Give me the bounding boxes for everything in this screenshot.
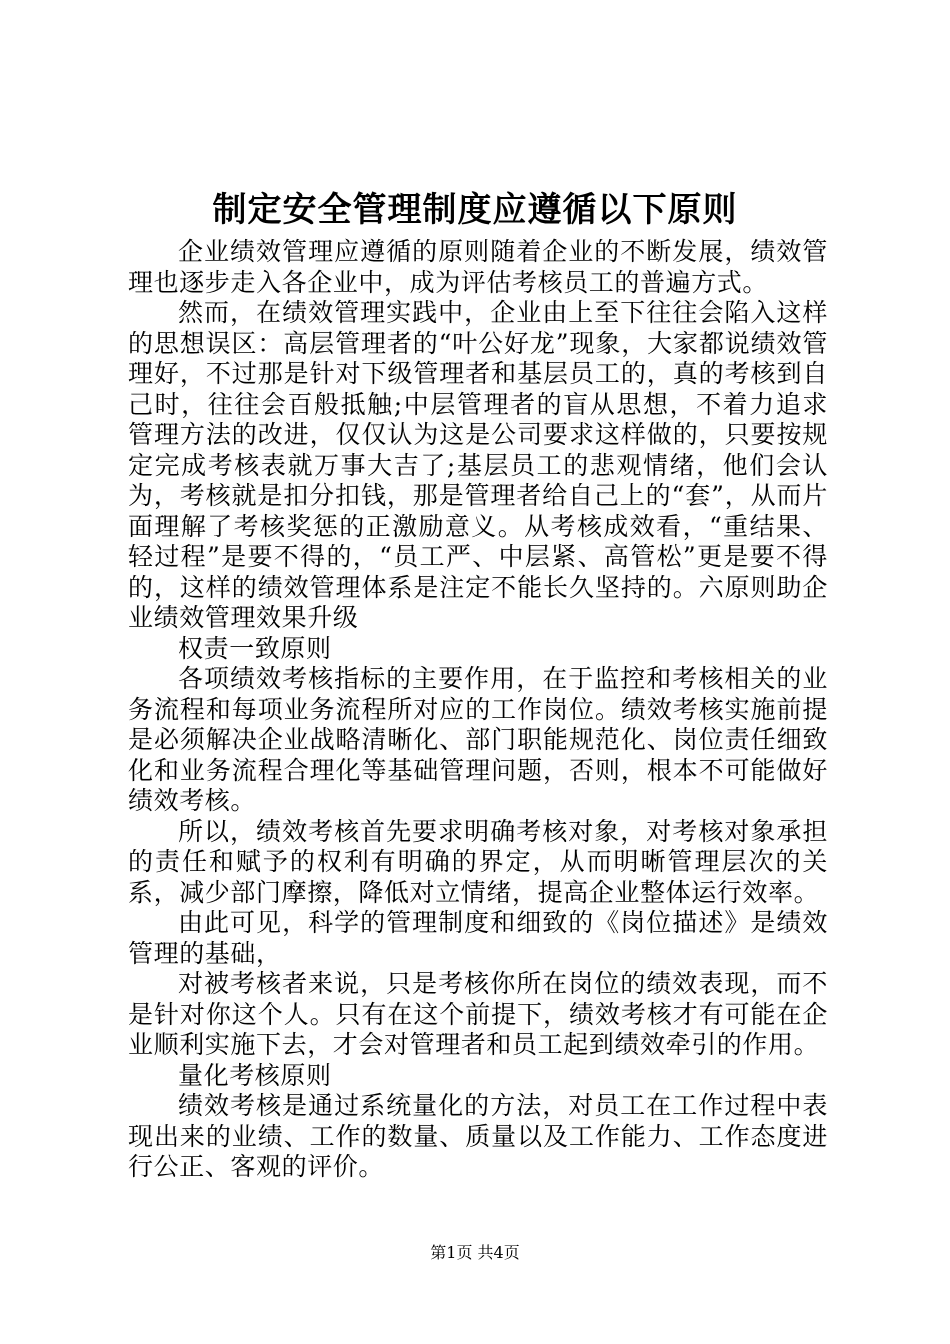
section-heading: 权责一致原则 <box>178 633 332 663</box>
paragraph: 所以，绩效考核首先要求明确考核对象，对考核对象承担的责任和赋予的权利有明确的界定，从而明晰管理层次的关系，减少部门摩擦，降低对立情绪，提高企业整体运行效率。 <box>128 816 828 907</box>
document-title: 制定安全管理制度应遵循以下原则 <box>212 190 738 230</box>
section-heading: 量化考核原则 <box>178 1060 332 1090</box>
page-footer: 第1页 共4页 <box>430 1243 520 1262</box>
document-body <box>128 237 828 1183</box>
paragraph: 由此可见，科学的管理制度和细致的《岗位描述》是绩效管理的基础， <box>128 908 828 968</box>
paragraph: 然而，在绩效管理实践中，企业由上至下往往会陷入这样的思想误区：高层管理者的“叶公好龙”现象，大家都说绩效管理好，不过那是针对下级管理者和基层员工的，真的考核到自己时，往往会百般抵触;中层管理者的盲从思想，不着力追求管理方法的改进，仅仅认为这是公司要求这样做的，只要按规定完成考核表就万事大吉了;基层员工的悲观情绪，他们会认为，考核就是扣分扣钱，那是管理者给自己上的“套”，从而片面理解了考核奖惩的正激励意义。从考核成效看，“重结果、轻过程”是要不得的，“员工严、中层紧、高管松”更是要不得的，这样的绩效管理体系是注定不能长久坚持的。六原则助企业绩效管理效果升级 <box>128 298 828 632</box>
paragraph: 企业绩效管理应遵循的原则随着企业的不断发展，绩效管理也逐步走入各企业中，成为评估考核员工的普遍方式。 <box>128 237 828 297</box>
paragraph: 对被考核者来说，只是考核你所在岗位的绩效表现，而不是针对你这个人。只有在这个前提下，绩效考核才有可能在企业顺利实施下去，才会对管理者和员工起到绩效牵引的作用。 <box>128 969 828 1059</box>
paragraph: 各项绩效考核指标的主要作用，在于监控和考核相关的业务流程和每项业务流程所对应的工作岗位。绩效考核实施前提是必须解决企业战略清晰化、部门职能规范化、岗位责任细致化和业务流程合理化等基础管理问题，否则，根本不可能做好绩效考核。 <box>128 664 828 815</box>
paragraph: 绩效考核是通过系统量化的方法，对员工在工作过程中表现出来的业绩、工作的数量、质量以及工作能力、工作态度进行公正、客观的评价。 <box>128 1091 828 1181</box>
